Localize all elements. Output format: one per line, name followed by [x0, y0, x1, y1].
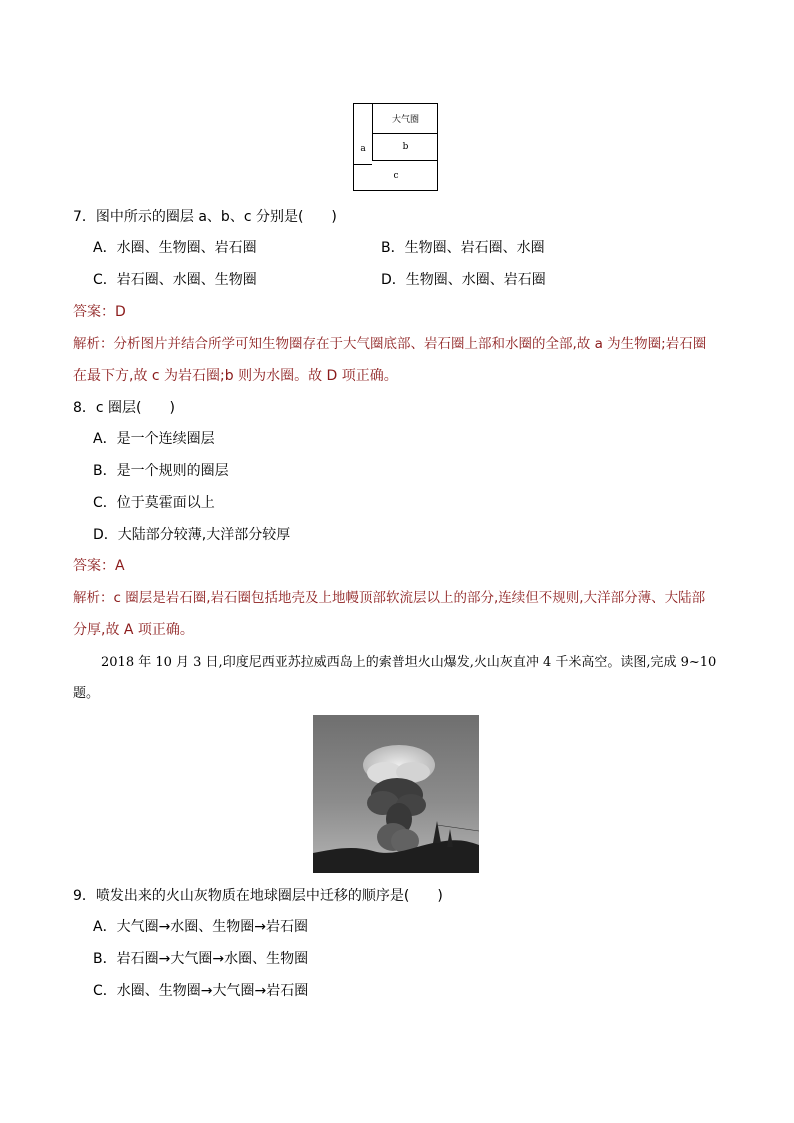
q8-analysis-line2: 分厚,故 A 项正确。 [73, 622, 194, 638]
q7-option-d: D．生物圈、水圈、岩石圈 [381, 272, 546, 288]
diagram-atmosphere-label: 大气圈 [372, 104, 438, 134]
diagram-b-label: b [372, 134, 438, 161]
q7-analysis-line2: 在最下方,故 c 为岩石圈;b 则为水圈。故 D 项正确。 [73, 368, 398, 384]
q8-option-d: D．大陆部分较薄,大洋部分较厚 [93, 527, 291, 543]
q7-option-c: C．岩石圈、水圈、生物圈 [93, 272, 257, 288]
q8-option-a: A．是一个连续圈层 [93, 431, 215, 447]
q7-option-b: B．生物圈、岩石圈、水圈 [381, 240, 545, 256]
passage-line2: 题。 [73, 686, 100, 701]
q9-option-c: C．水圈、生物圈→大气圈→岩石圈 [93, 983, 309, 999]
sphere-diagram [353, 103, 438, 191]
q7-option-a: A．水圈、生物圈、岩石圈 [93, 240, 257, 256]
q8-analysis-line1: 解析：c 圈层是岩石圈,岩石圈包括地壳及上地幔顶部软流层以上的部分,连续但不规则,大洋部分薄、大陆部 [73, 590, 706, 606]
q9-option-b: B．岩石圈→大气圈→水圈、生物圈 [93, 951, 309, 967]
q7-answer: 答案：D [73, 304, 126, 320]
q8-stem: 8．c 圈层( ) [73, 400, 175, 416]
q7-stem: 7．图中所示的圈层 a、b、c 分别是( ) [73, 209, 337, 225]
q9-option-a: A．大气圈→水圈、生物圈→岩石圈 [93, 919, 309, 935]
q9-stem: 9．喷发出来的火山灰物质在地球圈层中迁移的顺序是( ) [73, 888, 443, 904]
passage-line1: 2018 年 10 月 3 日,印度尼西亚苏拉威西岛上的索普坦火山爆发,火山灰直冲 4 千米高空。读图,完成 9~10 [101, 655, 717, 670]
q7-analysis-line1: 解析：分析图片并结合所学可知生物圈存在于大气圈底部、岩石圈上部和水圈的全部,故 a 为生物圈;岩石圈 [73, 336, 707, 352]
diagram-c-label: c [393, 171, 399, 181]
volcano-eruption-photo [313, 715, 479, 873]
diagram-a-label: a [360, 144, 366, 154]
q8-answer: 答案：A [73, 558, 125, 574]
q8-option-b: B．是一个规则的圈层 [93, 463, 229, 479]
q8-option-c: C．位于莫霍面以上 [93, 495, 215, 511]
